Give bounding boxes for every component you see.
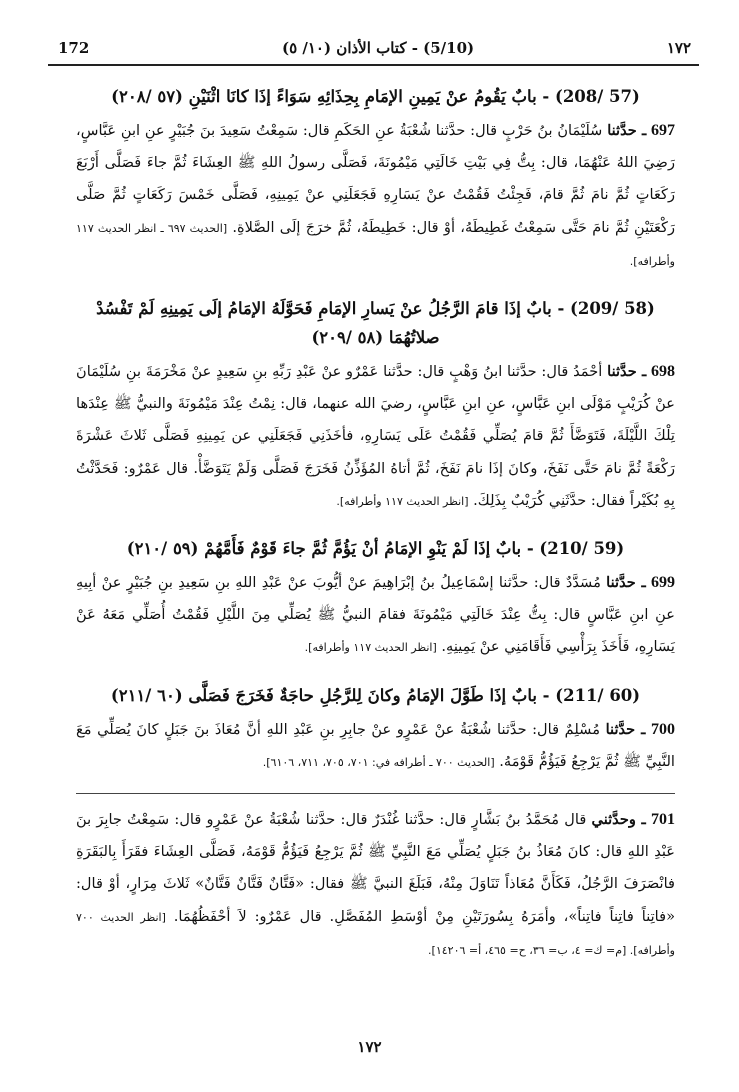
- hadith-reference: [انظر الحديث ١١٧ وأطرافه].: [336, 494, 469, 508]
- hadith-reference: [انظر الحديث ٧٠٠ وأطرافه]. [م= ك= ٤، ب= ٣٦، ح= ٤٦٥، أ= ١٤٢٠٦].: [76, 910, 675, 957]
- chapter-heading: (60 /211) - بابٌ إذَا طَوَّلَ الإمَامُ وكانَ لِلرَّجُلِ حاجَةٌ فَخَرَجَ فَصَلَّى (٦٠ /٢١١): [110, 685, 641, 705]
- hadith-paragraph: 700 ـ حدَّثنا مُسْلِمٌ قال: حدَّثنا شُعْبَةُ عنْ عَمْرٍو عنْ جابِرِ بنِ عَبْدِ اللهِ أنَّ مُعَاذَ بنَ جَبَلٍ كانَ يُصَلِّي مَعَ النَّبِيِّ ﷺ ثُمَّ يَرْجِعُ فَيَؤُمُّ قَوْمَهُ. [الحديث ٧٠٠ ـ أطرافه في: ٧٠١، ٧٠٥، ٧١١، ٦١٠٦].: [76, 720, 676, 770]
- hadith-text: مُسَدَّدٌ قال: حدَّثنا إسْمَاعِيلُ بنُ إبْرَاهِيمَ عنْ أيُّوبَ عنْ عَبْدِ اللهِ بنِ سَعِيدِ بنِ جُبَيْرٍ عنْ أبِيهِ عنِ ابنِ عَبَّاسٍ قال: بِتُّ عِنْدَ خَالَتِي مَيْمُونَةَ فقامَ النبيُّ ﷺ يُصَلِّي مِنَ اللَّيْلِ فَقُمْتُ أُصَلِّي مَعَهُ عَنْ يَسَارِهِ، فَأَخَذَ بِرَأْسِي فَأَقَامَنِي عنْ يَمِينِهِ.: [76, 574, 675, 656]
- hadith-number: 700: [651, 720, 676, 738]
- header-title: (5/10) - كتاب الأذان (١٠/ ٥): [281, 39, 475, 57]
- hadith-reference: [الحديث ٦٩٧ ـ انظر الحديث ١١٧ وأطرافه].: [76, 221, 675, 268]
- hadith-paragraph: 697 ـ حدَّثنا سُلَيْمَانُ بنُ حَرْبٍ قال: حدَّثنا شُعْبَةُ عنِ الحَكَمِ قال: سَمِعْتُ سَعِيدَ بنَ جُبَيْرٍ عنِ ابنِ عَبَّاسٍ، رَضِيَ اللهُ عَنْهُمَا، قال: بِتُّ فِي بَيْتِ خَالَتِي مَيْمُونَةَ، فَصَلَّى رسولُ اللهِ ﷺ العِشَاءَ ثُمَّ جاءَ فَصَلَّى أَرْبَعَ رَكَعَاتٍ ثُمَّ نامَ ثُمَّ قامَ، فَجِئْتُ فَقُمْتُ عنْ يَسَارِهِ فَجَعَلَنِي عنْ يَمِينِهِ، فَصَلَّى خَمْسَ رَكَعَاتٍ ثُمَّ صَلَّى رَكْعَتَيْنِ ثُمَّ نامَ حَتَّى سَمِعْتُ غَطِيطَهُ، أوْ قال: خَطِيطَهُ، ثُمَّ خرَجَ إلَى الصَّلاةِ. [الحديث ٦٩٧ ـ انظر الحديث ١١٧ وأطرافه].: [76, 122, 676, 268]
- hadith-reference: [الحديث ٧٠٠ ـ أطرافه في: ٧٠١، ٧٠٥، ٧١١، ٦١٠٦].: [262, 755, 495, 769]
- chapter-heading: (58 /209) - بابٌ إذَا قامَ الرَّجُلُ عنْ يَسارِ الإمَامِ فَحَوَّلَهُ الإمَامُ إلَى يَمِينِهِ لَمْ تَفْسُدْ صلاتُهُمَا (٥٨ /٢٠٩): [96, 299, 655, 348]
- hadith-paragraph: 701 ـ وحدَّثني قال مُحَمَّدُ بنُ بَشَّارٍ قال: حدَّثنا غُنْدَرٌ قال: حدَّثنا شُعْبَةُ عنْ عَمْرٍو قال: سَمِعْتُ جابِرَ بنَ عَبْدِ اللهِ قال: كانَ مُعَاذُ بنُ جَبَلٍ يُصَلِّي مَعَ النَّبِيِّ ﷺ ثُمَّ يَرْجِعُ فَيَؤُمُّ قَوْمَهُ، فَصَلَّى العِشَاءَ فقَرَأَ بِالبَقَرَةِ فانْصَرَفَ الرَّجُلُ، فَكَأَنَّ مُعَاذاً تَنَاوَلَ مِنْهُ، فَبَلَغَ النبيَّ ﷺ فقال: «فَتَّانٌ فَتَّانٌ فَتَّانٌ» ثَلاثَ مِرَارٍ، أوْ قال: «فاتِناً فاتِناً فاتِناً»، وأمَرَهُ بِسُورَتَيْنِ مِنْ أوْسَطِ المُفَصَّلِ. قال عَمْرٌو: لاَ أحْفَظُهُمَا. [انظر الحديث ٧٠٠ وأطرافه]. [م= ك= ٤، ب= ٣٦، ح= ٤٦٥، أ= ١٤٢٠٦].: [76, 811, 676, 957]
- hadith-paragraph: 699 ـ حدَّثنا مُسَدَّدٌ قال: حدَّثنا إسْمَاعِيلُ بنُ إبْرَاهِيمَ عنْ أيُّوبَ عنْ عَبْدِ اللهِ بنِ سَعِيدِ بنِ جُبَيْرٍ عنْ أبِيهِ عنِ ابنِ عَبَّاسٍ قال: بِتُّ عِنْدَ خَالَتِي مَيْمُونَةَ فقامَ النبيُّ ﷺ يُصَلِّي مِنَ اللَّيْلِ فَقُمْتُ أُصَلِّي مَعَهُ عَنْ يَسَارِهِ، فَأَخَذَ بِرَأْسِي فَأَقَامَنِي عنْ يَمِينِهِ. [انظر الحديث ١١٧ وأطرافه].: [76, 574, 676, 656]
- chapter-heading: (59 /210) - بابٌ إذَا لَمْ يَنْوِ الإمَامُ أنْ يَؤُمَّ ثُمَّ جاءَ قَوْمٌ فَأَمَّهُمْ (٥٩ /٢١٠): [126, 539, 625, 559]
- hadith-text: قال مُحَمَّدُ بنُ بَشَّارٍ قال: حدَّثنا غُنْدَرٌ قال: حدَّثنا شُعْبَةُ عنْ عَمْرٍو قال: سَمِعْتُ جابِرَ بنَ عَبْدِ اللهِ قال: كانَ مُعَاذُ بنُ جَبَلٍ يُصَلِّي مَعَ النَّبِيِّ ﷺ ثُمَّ يَرْجِعُ فَيَؤُمُّ قَوْمَهُ، فَصَلَّى العِشَاءَ فقَرَأَ بِالبَقَرَةِ فانْصَرَفَ الرَّجُلُ، فَكَأَنَّ مُعَاذاً تَنَاوَلَ مِنْهُ، فَبَلَغَ النبيَّ ﷺ فقال: «فَتَّانٌ فَتَّانٌ فَتَّانٌ» ثَلاثَ مِرَارٍ، أوْ قال: «فاتِناً فاتِناً فاتِناً»، وأمَرَهُ بِسُورَتَيْنِ مِنْ أوْسَطِ المُفَصَّلِ. قال عَمْرٌو: لاَ أحْفَظُهُمَا.: [76, 811, 676, 925]
- hadith-reference: [انظر الحديث ١١٧ وأطرافه].: [304, 641, 437, 655]
- hadith-opener: حدَّثنا: [607, 122, 637, 139]
- page-footer-number: ١٧٢: [357, 1038, 382, 1056]
- chapter-heading: (57 /208) - بابٌ يَقُومُ عنْ يَمِينِ الإمَامِ بِحِذَائِهِ سَوَاءً إذَا كانَا اثْنَيْنِ (٥٧ /٢٠٨): [111, 87, 640, 106]
- hadith-number: 701: [651, 811, 676, 829]
- hadith-opener: وحدَّثني: [591, 811, 636, 829]
- section-divider: [76, 793, 675, 794]
- page-content: [76, 82, 675, 967]
- hadith-number: 697: [651, 122, 676, 139]
- hadith-text: مُسْلِمٌ قال: حدَّثنا شُعْبَةُ عنْ عَمْرٍو عنْ جابِرِ بنِ عَبْدِ اللهِ أنَّ مُعَاذَ بنَ جَبَلٍ كانَ يُصَلِّي مَعَ النَّبِيِّ ﷺ ثُمَّ يَرْجِعُ فَيَؤُمُّ قَوْمَهُ.: [76, 720, 675, 770]
- hadith-number: 698: [651, 363, 676, 381]
- hadith-number: 699: [651, 574, 676, 592]
- header-rule: [48, 64, 699, 66]
- header-page-number-arabic: ١٧٢: [666, 39, 691, 57]
- hadith-paragraph: 698 ـ حدَّثنا أحْمَدُ قال: حدَّثنا ابنُ وَهْبٍ قال: حدَّثنا عَمْرٌو عنْ عَبْدِ رَبِّهِ بنِ سَعِيدٍ عنْ مَخْرَمَةَ بنِ سُلَيْمَانَ عنْ كُرَيْبٍ مَوْلَى ابنِ عَبَّاسٍ، عنِ ابنِ عَبَّاسٍ، رضيَ الله عنهما، قال: نِمْتُ عِنْدَ مَيْمُونَةَ والنبيُّ ﷺ عِنْدَها تِلْكَ اللَّيْلَةَ، فَتَوَضَّأَ ثُمَّ قامَ يُصَلِّي فَقُمْتُ عَلَى يَسَارِهِ، فأخَذَنِي فَجَعَلَنِي عن يَمِينِهِ فَصَلَّى ثَلاثَ عَشْرَةَ رَكْعَةً ثُمَّ نامَ حَتَّى نَفَخَ، وكانَ إذَا نامَ نَفَخَ، ثُمَّ أتاهُ المُؤَذِّنُ فَخَرَجَ فَصَلَّى وَلَمْ يَتَوَضَّأْ. قال عَمْرٌو: فَحَدَّثْتُ بِهِ بُكَيْراً فقال: حدَّثَنِي كُرَيْبٌ بِذَلِكَ. [انظر الحديث ١١٧ وأطرافه].: [76, 363, 676, 509]
- page-header: [58, 34, 691, 62]
- hadith-opener: حدَّثنا: [606, 574, 636, 592]
- hadith-opener: حدَّثنا: [607, 363, 637, 381]
- header-page-number-latin: 172: [58, 39, 90, 57]
- hadith-text: أحْمَدُ قال: حدَّثنا ابنُ وَهْبٍ قال: حدَّثنا عَمْرٌو عنْ عَبْدِ رَبِّهِ بنِ سَعِيدٍ عنْ مَخْرَمَةَ بنِ سُلَيْمَانَ عنْ كُرَيْبٍ مَوْلَى ابنِ عَبَّاسٍ، عنِ ابنِ عَبَّاسٍ، رضيَ الله عنهما، قال: نِمْتُ عِنْدَ مَيْمُونَةَ والنبيُّ ﷺ عِنْدَها تِلْكَ اللَّيْلَةَ، فَتَوَضَّأَ ثُمَّ قامَ يُصَلِّي فَقُمْتُ عَلَى يَسَارِهِ، فأخَذَنِي فَجَعَلَنِي عن يَمِينِهِ فَصَلَّى ثَلاثَ عَشْرَةَ رَكْعَةً ثُمَّ نامَ حَتَّى نَفَخَ، وكانَ إذَا نامَ نَفَخَ، ثُمَّ أتاهُ المُؤَذِّنُ فَخَرَجَ فَصَلَّى وَلَمْ يَتَوَضَّأْ. قال عَمْرٌو: فَحَدَّثْتُ بِهِ بُكَيْراً فقال: حدَّثَنِي كُرَيْبٌ بِذَلِكَ.: [76, 363, 675, 509]
- hadith-opener: حدَّثنا: [605, 720, 636, 738]
- hadith-text: سُلَيْمَانُ بنُ حَرْبٍ قال: حدَّثنا شُعْبَةُ عنِ الحَكَمِ قال: سَمِعْتُ سَعِيدَ بنَ جُبَيْرٍ عنِ ابنِ عَبَّاسٍ، رَضِيَ اللهُ عَنْهُمَا، قال: بِتُّ فِي بَيْتِ خَالَتِي مَيْمُونَةَ، فَصَلَّى رسولُ اللهِ ﷺ العِشَاءَ ثُمَّ جاءَ فَصَلَّى أَرْبَعَ رَكَعَاتٍ ثُمَّ نامَ ثُمَّ قامَ، فَجِئْتُ فَقُمْتُ عنْ يَسَارِهِ فَجَعَلَنِي عنْ يَمِينِهِ، فَصَلَّى خَمْسَ رَكَعَاتٍ ثُمَّ صَلَّى رَكْعَتَيْنِ ثُمَّ نامَ حَتَّى سَمِعْتُ غَطِيطَهُ، أوْ قال: خَطِيطَهُ، ثُمَّ خرَجَ إلَى الصَّلاةِ.: [76, 122, 675, 236]
